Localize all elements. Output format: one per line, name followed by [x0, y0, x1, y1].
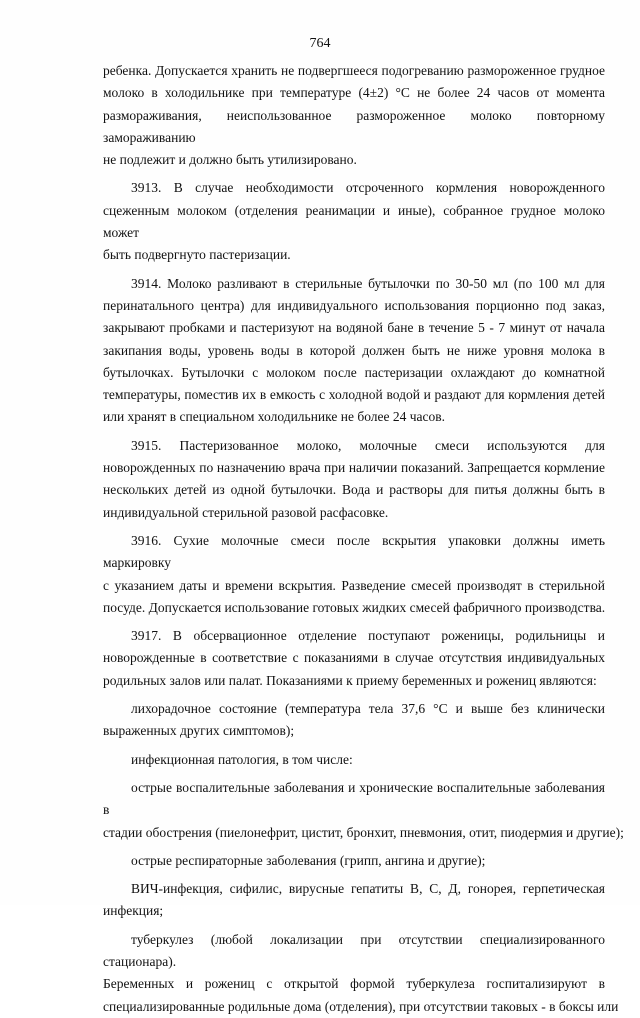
text-line: 3916. Сухие молочные смеси после вскрытия упаковки должны иметь маркировку — [103, 532, 605, 571]
page-number: 764 — [309, 36, 331, 51]
text-line: новорожденных по назначению врача при наличии показаний. Запрещается кормление — [103, 460, 605, 476]
text-line: быть подвергнуто пастеризации. — [103, 247, 291, 263]
text-line: стадии обострения (пиелонефрит, цистит, бронхит, пневмония, отит, пиодермия и другие); — [103, 824, 624, 840]
paragraph — [103, 929, 619, 1018]
text-line: выраженных других симптомов); — [103, 723, 295, 739]
text-line: нескольких детей из одной бутылочки. Вода и растворы для питья должны быть в — [103, 482, 605, 498]
text-line: посуде. Допускается использование готовых жидких смесей фабричного производства. — [103, 599, 606, 615]
text-line: 3917. В обсервационное отделение поступают роженицы, родильницы и — [131, 628, 605, 644]
text-line: острые воспалительные заболевания и хронические воспалительные заболевания в — [103, 779, 605, 818]
text-line: ВИЧ-инфекция, сифилис, вирусные гепатиты В, С, Д, гонорея, герпетическая — [131, 881, 605, 897]
text-line: индивидуальной стерильной разовой расфасовке. — [103, 504, 389, 520]
paragraph — [103, 273, 605, 429]
text-line: температуры, поместив их в емкость с холодной водой и раздают для кормления детей — [103, 387, 605, 403]
text-line: бутылочках. Бутылочки с молоком после пастеризации охлаждают до комнатной — [103, 364, 605, 380]
text-line: туберкулез (любой локализации при отсутствии специализированного стационара). — [103, 931, 605, 969]
text-line: сцеженным молоком (отделения реанимации и иные), собранное грудное молоко может — [103, 202, 605, 241]
paragraph — [103, 60, 605, 171]
text-line: специализированные родильные дома (отделения), при отсутствии таковых - в боксы или — [103, 998, 619, 1014]
paragraph — [103, 878, 605, 923]
text-line: закипания воды, уровень воды в которой должен быть не ниже уровня молока в — [103, 342, 605, 358]
text-line: 3913. В случае необходимости отсроченного кормления новорожденного — [131, 180, 605, 196]
text-line: лихорадочное состояние (температура тела 37,6 °С и выше без клинически — [131, 701, 605, 717]
text-line: 3915. Пастеризованное молоко, молочные смеси используются для — [131, 437, 605, 453]
paragraph — [103, 177, 605, 266]
text-line: острые респираторные заболевания (грипп, ангина и другие); — [131, 852, 486, 868]
text-line: инфекционная патология, в том числе: — [131, 751, 353, 767]
paragraph — [103, 698, 605, 743]
text-line: инфекция; — [103, 903, 164, 919]
text-line: не подлежит и должно быть утилизировано. — [103, 152, 357, 168]
paragraph — [103, 435, 605, 524]
document-body — [103, 60, 624, 1018]
text-line: размораживания, неиспользованное размороженное молоко повторному замораживанию — [103, 107, 605, 145]
paragraph — [103, 850, 605, 872]
paragraph — [103, 749, 605, 771]
text-line: ребенка. Допускается хранить не подвергшееся подогреванию размороженное грудное — [103, 63, 605, 78]
text-line: 3914. Молоко разливают в стерильные бутылочки по 30-50 мл (по 100 мл для — [131, 275, 605, 291]
text-line: или хранят в специальном холодильнике не более 24 часов. — [103, 409, 446, 425]
text-line: перинатального центра) для индивидуального использования порционно под заказ, — [103, 297, 605, 313]
text-line: с указанием даты и времени вскрытия. Разведение смесей производят в стерильной — [103, 577, 605, 593]
paragraph — [103, 625, 605, 692]
paragraph — [103, 777, 624, 844]
text-line: закрывают пробками и пастеризуют на водяной бане в течение 5 - 7 минут от начала — [103, 320, 605, 336]
text-line: новорожденные в соответствие с показаниями в случае отсутствия индивидуальных — [103, 650, 605, 666]
text-line: Беременных и рожениц с открытой формой туберкулеза госпитализируют в — [103, 976, 605, 992]
text-line: родильных залов или палат. Показаниями к приему беременных и рожениц являются: — [103, 672, 597, 688]
text-line: молоко в холодильнике при температуре (4±2) °С не более 24 часов от момента — [103, 85, 605, 101]
paragraph — [103, 530, 605, 619]
